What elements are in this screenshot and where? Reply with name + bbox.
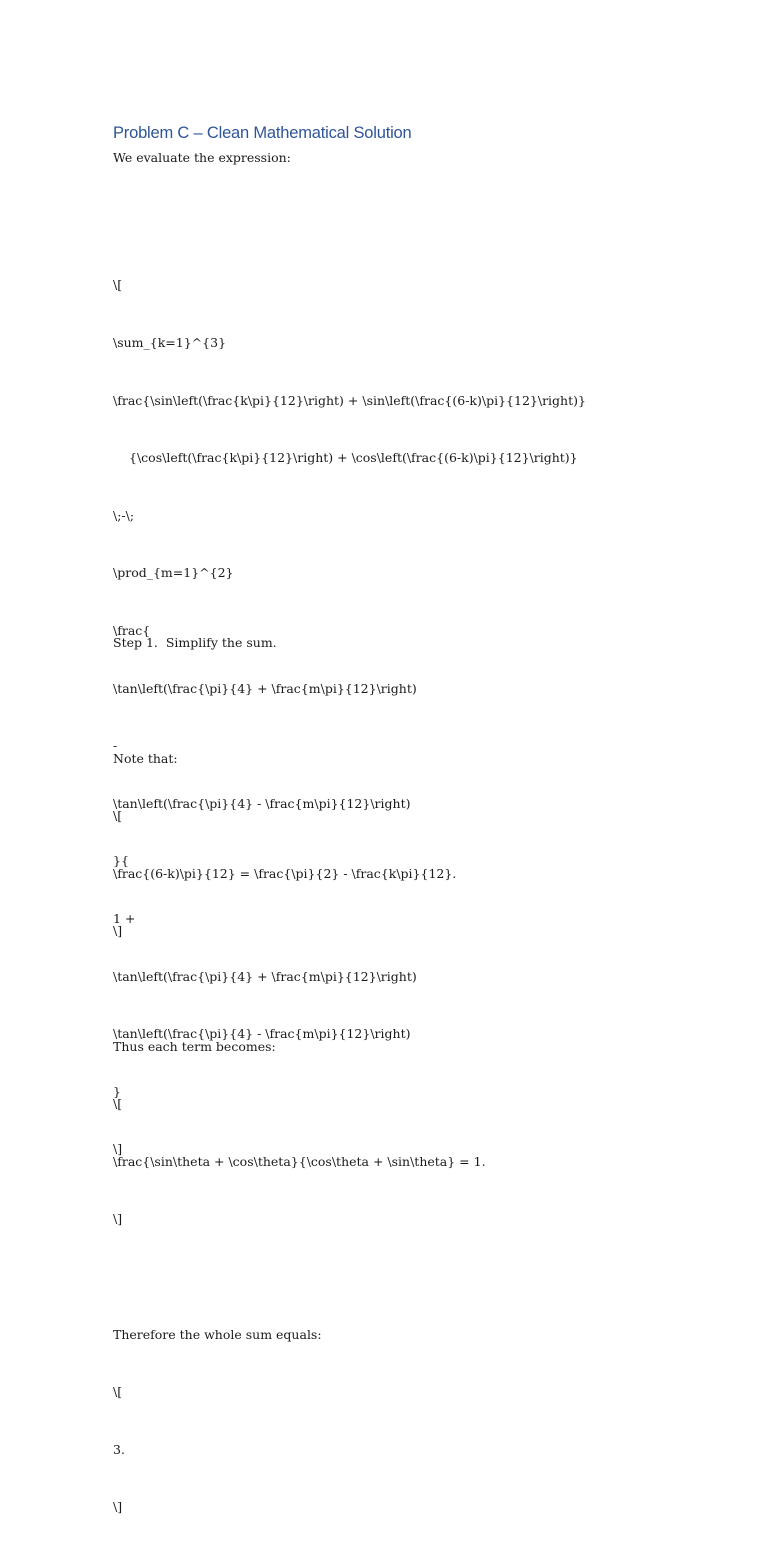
solution-line: Therefore the whole sum equals: <box>113 1326 322 1342</box>
expression-line: \prod_{m=1}^{2} <box>113 565 234 581</box>
expression-line: \tan\left(\frac{\pi}{4} - \frac{m\pi}{12}\right) <box>113 1026 411 1042</box>
solution-line: 3. <box>113 1441 125 1457</box>
solution-line: \[ <box>113 808 123 824</box>
expression-line: \tan\left(\frac{\pi}{4} + \frac{m\pi}{12}\right) <box>113 968 417 984</box>
solution-line: \] <box>113 1499 123 1515</box>
expression-line: \tan\left(\frac{\pi}{4} - \frac{m\pi}{12}\right) <box>113 795 411 811</box>
step-heading: Step 1. Simplify the sum. <box>113 635 277 651</box>
expression-line: - <box>113 738 118 754</box>
solution-line: Thus each term becomes: <box>113 1038 276 1054</box>
expression-line: \frac{\sin\left(\frac{k\pi}{12}\right) + \sin\left(\frac{(6-k)\pi}{12}\right)} <box>113 392 586 408</box>
expression-line: \sum_{k=1}^{3} <box>113 335 227 350</box>
expression-line: \frac{ <box>113 622 151 638</box>
expression-line: }{ <box>113 853 129 869</box>
intro-paragraph: We evaluate the expression: <box>113 150 291 165</box>
solution-line: Note that: <box>113 750 178 766</box>
expression-line: } <box>113 1083 121 1099</box>
solution-line: \[ <box>113 1096 123 1112</box>
expression-line: 1 + <box>113 910 136 926</box>
expression-line: \[ <box>113 277 123 293</box>
blank-line <box>113 691 486 710</box>
solution-line: \[ <box>113 1384 123 1400</box>
solution-line: \frac{\sin\theta + \cos\theta}{\cos\theta + \sin\theta} = 1. <box>113 1153 486 1169</box>
solution-line: \frac{(6-k)\pi}{12} = \frac{\pi}{2} - \frac{k\pi}{12}. <box>113 865 457 881</box>
expression-line: \;-\; <box>113 507 135 523</box>
solution-line: \] <box>113 1211 123 1227</box>
blank-line <box>113 1267 486 1286</box>
blank-line <box>113 979 486 998</box>
expression-line: \] <box>113 1141 123 1157</box>
document-title: Problem C – Clean Mathematical Solution <box>113 124 412 142</box>
expression-line: {\cos\left(\frac{k\pi}{12}\right) + \cos\left(\frac{(6-k)\pi}{12}\right)} <box>129 450 578 466</box>
expression-line: \tan\left(\frac{\pi}{4} + \frac{m\pi}{12}\right) <box>113 680 417 696</box>
solution-steps-block <box>113 595 486 1555</box>
solution-line: \] <box>113 923 123 939</box>
